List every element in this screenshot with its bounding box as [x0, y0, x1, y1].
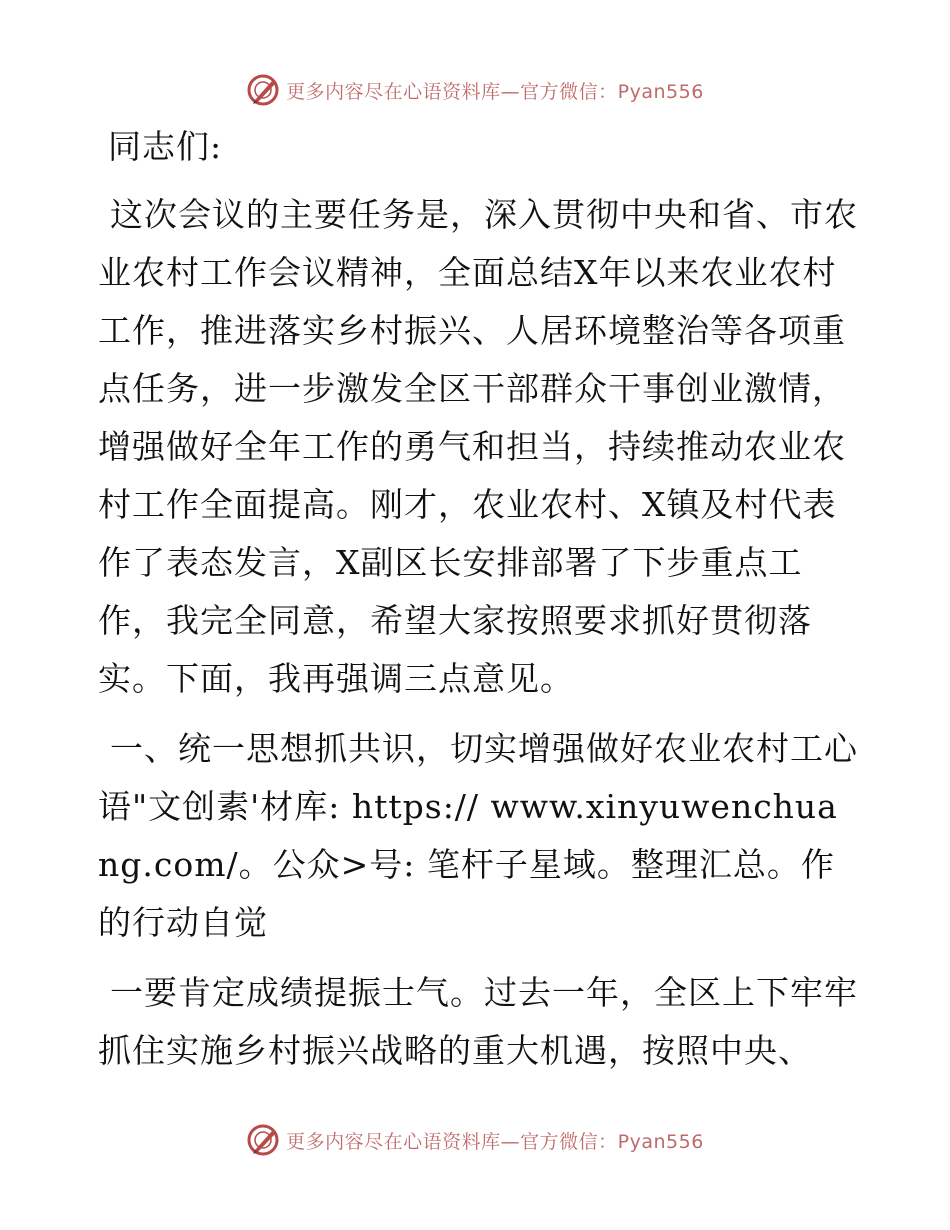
salutation: 同志们:	[108, 127, 223, 166]
paragraph-section-one-body: 一要肯定成绩提振士气。过去一年，全区上下牢牢抓住实施乡村振兴战略的重大机遇，按照中央、	[98, 973, 858, 1070]
pen-seal-logo-icon	[246, 73, 280, 107]
paragraph-section-one-heading: 一、统一思想抓共识，切实增强做好农业农村工心语"文创素'材库: https:// www.xinyuwenchuang.com/。公众>号: 笔杆子星域。整理汇总。作的行动自觉	[98, 729, 858, 942]
document-body	[98, 118, 858, 1092]
pen-seal-logo-icon	[246, 1123, 280, 1157]
watermark-banner-bottom	[0, 1120, 950, 1160]
watermark-banner-top	[0, 70, 950, 110]
watermark-text: 更多内容尽在心语资料库—官方微信：Pyan556	[286, 80, 704, 103]
watermark-text: 更多内容尽在心语资料库—官方微信：Pyan556	[286, 1130, 704, 1153]
paragraph-intro: 这次会议的主要任务是，深入贯彻中央和省、市农业农村工作会议精神，全面总结X年以来农业农村工作，推进落实乡村振兴、人居环境整治等各项重点任务，进一步激发全区干部群众干事创业激情，增强做好全年工作的勇气和担当，持续推动农业农村工作全面提高。刚才，农业农村、X镇及村代表作了表态发言，X副区长安排部署了下步重点工作，我完全同意，希望大家按照要求抓好贯彻落实。下面，我再强调三点意见。	[98, 195, 858, 698]
